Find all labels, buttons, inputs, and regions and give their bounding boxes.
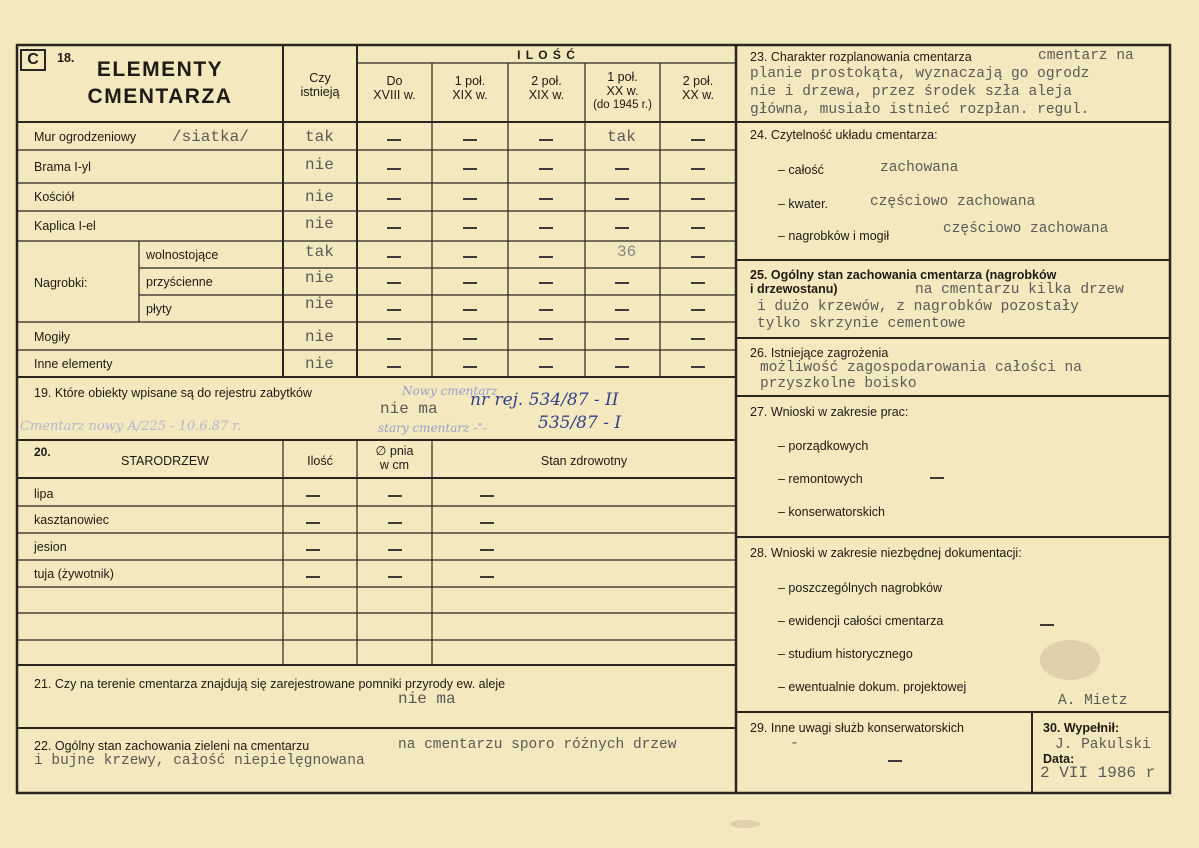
dash-mark: [388, 576, 402, 578]
col-diameter-header: ∅ pnia w cm: [375, 444, 414, 472]
section22-question: 22. Ogólny stan zachowania zieleni na cmentarzu: [34, 739, 310, 753]
dash-mark: [463, 139, 477, 141]
section23-answer-line1: cmentarz na: [1038, 48, 1134, 64]
section25-answer-line1: na cmentarzu kilka drzew: [915, 282, 1124, 298]
row-label-inne: Inne elementy: [34, 357, 113, 371]
tree-lipa: lipa: [34, 487, 54, 501]
section25-answer-line2: i dużo krzewów, z nagrobków pozostały: [757, 299, 1079, 315]
section28-item: – studium historycznego: [778, 647, 913, 661]
section25-question-line2: i drzewostanu): [750, 282, 838, 296]
row-label-nagrobki: Nagrobki:: [34, 276, 88, 290]
dash-mark: [539, 227, 553, 229]
dash-mark: [387, 227, 401, 229]
period-header-3: 2 poł. XIX w.: [528, 74, 565, 102]
period-header-5: 2 poł. XX w.: [682, 74, 714, 102]
dash-mark: [480, 576, 494, 578]
dash-mark: [691, 366, 705, 368]
section24-item-value: zachowana: [880, 160, 959, 176]
row-label-wolnostojace: wolnostojące: [146, 248, 219, 262]
dash-mark: [615, 338, 629, 340]
dash-mark: [691, 338, 705, 340]
period4-mur: tak: [607, 128, 636, 146]
dash-mark: [463, 168, 477, 170]
ilosc-header: I L O Ś Ć: [517, 48, 576, 62]
exists-kaplica: nie: [305, 215, 334, 233]
dash-mark: [306, 522, 320, 524]
dash-mark: [387, 168, 401, 170]
section-number: 18.: [57, 51, 75, 65]
dash-mark: [1040, 624, 1054, 626]
section27-item: – remontowych: [778, 472, 863, 486]
dash-mark: [615, 282, 629, 284]
dash-mark: [387, 139, 401, 141]
section25-question-line1: 25. Ogólny stan zachowania cmentarza (nagrobków: [750, 268, 1057, 282]
section24-item-value: częściowo zachowana: [943, 221, 1109, 237]
section28-typed-name: A. Mietz: [1058, 693, 1128, 709]
dash-mark: [306, 549, 320, 551]
dash-mark: [615, 198, 629, 200]
section23-answer-line2: planie prostokąta, wyznaczają go ogrodz: [750, 66, 1090, 82]
dash-mark: [463, 227, 477, 229]
section21-answer: nie ma: [398, 690, 456, 708]
section28-item: – ewentualnie dokum. projektowej: [778, 680, 967, 694]
row-label-brama: Brama I-yl: [34, 160, 91, 174]
section19-hw-note-top: Nowy cmentarz: [402, 384, 498, 398]
box-letter: C: [20, 49, 46, 71]
section29-question: 29. Inne uwagi służb konserwatorskich: [750, 721, 965, 735]
section24-item-label: – całość: [778, 163, 824, 177]
dash-mark: [539, 366, 553, 368]
dash-mark: [480, 549, 494, 551]
section30-date: 2 VII 1986 r: [1040, 764, 1156, 782]
exists-mogily: nie: [305, 328, 334, 346]
dash-mark: [615, 227, 629, 229]
section24-item-label: – nagrobków i mogił: [778, 229, 890, 243]
dash-mark: [387, 198, 401, 200]
dash-mark: [387, 282, 401, 284]
exists-plyty: nie: [305, 295, 334, 313]
row-label-mur: Mur ogrodzeniowy: [34, 130, 137, 144]
dash-mark: [888, 760, 902, 762]
section25-answer-line3: tylko skrzynie cementowe: [757, 316, 966, 332]
dash-mark: [539, 338, 553, 340]
section28-item: – ewidencji całości cmentarza: [778, 614, 944, 628]
period-header-4: 1 poł. XX w. (do 1945 r.): [593, 70, 652, 111]
dash-mark: [387, 338, 401, 340]
dash-mark: [463, 256, 477, 258]
section22-answer-line2: i bujne krzewy, całość niepielęgnowana: [34, 753, 365, 769]
section19-hw-note-bottom: stary cmentarz -"-: [378, 421, 487, 435]
row-label-mogily: Mogiły: [34, 330, 71, 344]
section30-name: J. Pakulski: [1055, 737, 1151, 753]
dash-mark: [463, 309, 477, 311]
section26-answer-line1: możliwość zagospodarowania całości na: [760, 360, 1082, 376]
section24-item-label: – kwater.: [778, 197, 829, 211]
section19-hw-faint-left: Cmentarz nowy A/225 - 10.6.87 r.: [20, 419, 242, 434]
dash-mark: [691, 198, 705, 200]
tree-kasztanowiec: kasztanowiec: [34, 513, 110, 527]
section20-number: 20.: [34, 445, 51, 459]
row-label-kaplica: Kaplica I-el: [34, 219, 96, 233]
section23-answer-line3: nie i drzewa, przez środek szła aleja: [750, 84, 1072, 100]
section28-question: 28. Wnioski w zakresie niezbędnej dokumentacji:: [750, 546, 1022, 560]
dash-mark: [387, 256, 401, 258]
dash-mark: [463, 338, 477, 340]
dash-mark: [539, 139, 553, 141]
exists-przyscienne: nie: [305, 269, 334, 287]
dash-mark: [539, 282, 553, 284]
dash-mark: [615, 366, 629, 368]
dash-mark: [539, 309, 553, 311]
dash-mark: [691, 309, 705, 311]
section19-register-line1: nr rej. 534/87 - II: [470, 390, 619, 410]
section26-question: 26. Istniejące zagrożenia: [750, 346, 889, 360]
col-health-header: Stan zdrowotny: [540, 454, 628, 468]
dash-mark: [480, 495, 494, 497]
dash-mark: [539, 198, 553, 200]
exists-inne: nie: [305, 355, 334, 373]
row-note-mur: /siatka/: [172, 128, 249, 146]
dash-mark: [388, 522, 402, 524]
period-header-2: 1 poł. XIX w.: [452, 74, 488, 102]
period-header-1: Do XVIII w.: [373, 74, 416, 102]
dash-mark: [463, 198, 477, 200]
exists-wolnostojace: tak: [305, 243, 334, 261]
section27-item: – konserwatorskich: [778, 505, 885, 519]
col-exists-header: Czy istnieją: [300, 71, 340, 99]
dash-mark: [691, 139, 705, 141]
section19-register-line2: 535/87 - I: [538, 413, 622, 433]
dash-mark: [463, 366, 477, 368]
dash-mark: [691, 256, 705, 258]
section27-question: 27. Wnioski w zakresie prac:: [750, 405, 909, 419]
section30-date-label: Data:: [1043, 752, 1075, 766]
section22-answer-line1: na cmentarzu sporo różnych drzew: [398, 737, 677, 753]
section23-question: 23. Charakter rozplanowania cmentarza: [750, 50, 972, 64]
section19-answer: nie ma: [380, 400, 438, 418]
title-line1: ELEMENTY: [96, 58, 224, 81]
exists-kosciol: nie: [305, 188, 334, 206]
section27-item: – porządkowych: [778, 439, 869, 453]
section21-question: 21. Czy na terenie cmentarza znajdują się zarejestrowane pomniki przyrody ew. aleje: [34, 677, 506, 691]
exists-mur: tak: [305, 128, 334, 146]
section19-question: 19. Które obiekty wpisane są do rejestru zabytków: [34, 386, 312, 400]
dash-mark: [388, 549, 402, 551]
dash-mark: [539, 256, 553, 258]
dash-mark: [691, 227, 705, 229]
section20-title: STARODRZEW: [121, 454, 209, 468]
section24-question: 24. Czytelność układu cmentarza:: [750, 128, 938, 142]
section26-answer-line2: przyszkolne boisko: [760, 376, 917, 392]
section24-item-value: częściowo zachowana: [870, 194, 1036, 210]
exists-brama: nie: [305, 156, 334, 174]
dash-mark: [615, 309, 629, 311]
dash-mark: [306, 495, 320, 497]
dash-mark: [388, 495, 402, 497]
dash-mark: [691, 282, 705, 284]
paper-stain: [730, 820, 760, 828]
tree-tuja: tuja (żywotnik): [34, 567, 114, 581]
dash-mark: [306, 576, 320, 578]
row-label-przyscienne: przyścienne: [146, 275, 213, 289]
dash-mark: [691, 168, 705, 170]
period4-wolnostojace: 36: [617, 243, 637, 261]
tree-jesion: jesion: [34, 540, 67, 554]
dash-mark: [930, 477, 944, 479]
section29-answer: -: [790, 736, 799, 752]
section30-question: 30. Wypełnił:: [1043, 721, 1120, 735]
dash-mark: [463, 282, 477, 284]
row-label-plyty: płyty: [146, 302, 172, 316]
title-line2: CMENTARZA: [87, 85, 233, 108]
dash-mark: [387, 309, 401, 311]
section23-answer-line4: główna, musiało istnieć rozpłan. regul.: [750, 102, 1090, 118]
dash-mark: [539, 168, 553, 170]
section28-item: – poszczególnych nagrobków: [778, 581, 942, 595]
col-count-header: Ilość: [307, 454, 333, 468]
dash-mark: [387, 366, 401, 368]
paper-stain: [1040, 640, 1100, 680]
dash-mark: [615, 168, 629, 170]
row-label-kosciol: Kościół: [34, 190, 75, 204]
dash-mark: [480, 522, 494, 524]
